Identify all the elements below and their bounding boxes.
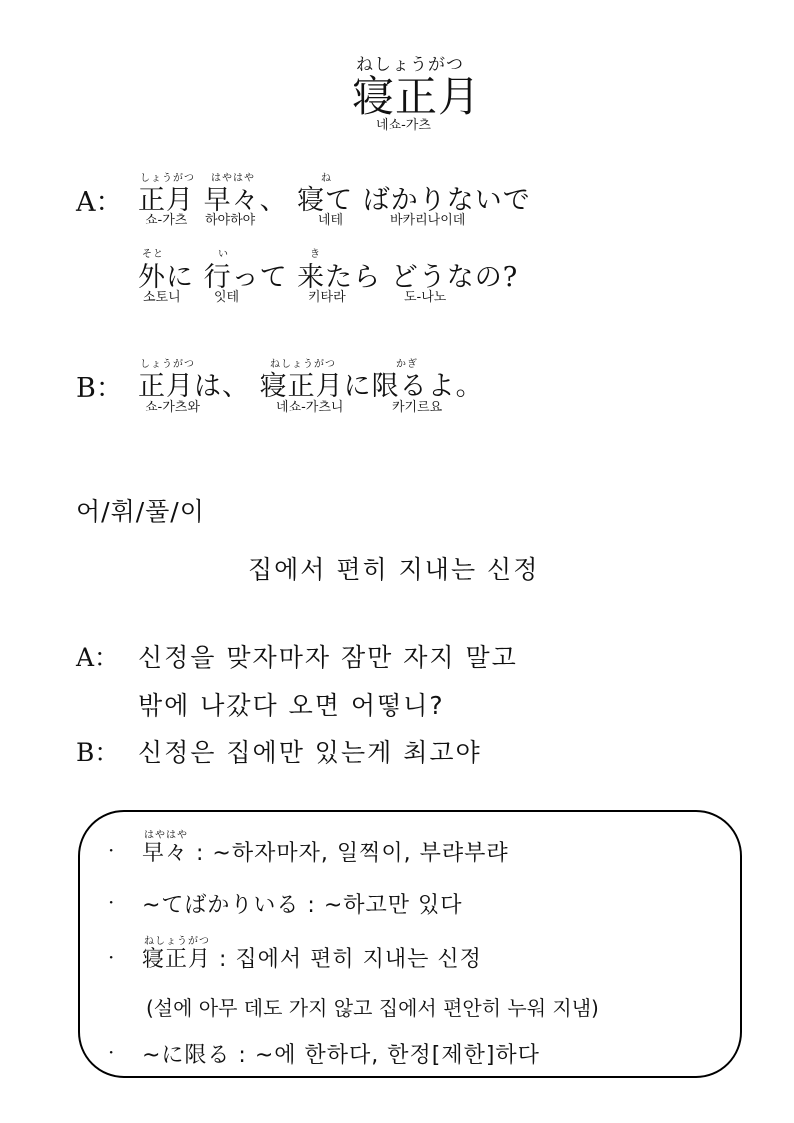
ruby-a2-2: い bbox=[218, 249, 229, 260]
ruby-a1-3: ね bbox=[321, 173, 332, 184]
reading-a2-1: 소토니 bbox=[143, 290, 181, 305]
reading-b-2: 네쇼-가츠니 bbox=[276, 400, 344, 415]
note-item-2: ~てばかりいる : ~하고만 있다 bbox=[142, 893, 463, 918]
jp-b-line: 正月は、 寝正月に限るよ。 bbox=[138, 371, 484, 402]
reading-b-3: 카기르요 bbox=[392, 400, 443, 415]
reading-a1-3: 네테 bbox=[318, 213, 344, 228]
speaker-a-label: A： bbox=[76, 187, 123, 218]
title-ruby: ねしょうがつ bbox=[356, 55, 464, 75]
kr-speaker-a-label: A： bbox=[76, 643, 120, 672]
note-item-3: 寝正月 : 집에서 편히 지내는 신정 bbox=[142, 947, 482, 972]
ruby-b-2: ねしょうがつ bbox=[270, 359, 336, 370]
jp-a-line1: 正月 早々、 寝て ばかりないで bbox=[138, 185, 531, 216]
jp-a-line2: 外に 行って 来たら どうなの? bbox=[138, 262, 519, 293]
reading-a1-1: 쇼-가츠 bbox=[145, 213, 188, 228]
vocab-heading: 어/휘/풀/이 bbox=[76, 497, 205, 526]
reading-a1-2: 하야하야 bbox=[205, 213, 256, 228]
note-ruby-3: ねしょうがつ bbox=[144, 936, 210, 947]
kr-b-line: 신정은 집에만 있는게 최고야 bbox=[138, 738, 482, 767]
bullet-3: · bbox=[108, 945, 115, 969]
bullet-2: · bbox=[108, 890, 115, 914]
vocab-meaning: 집에서 편히 지내는 신정 bbox=[248, 555, 540, 584]
reading-b-1: 쇼-가츠와 bbox=[145, 400, 200, 415]
ruby-a2-3: き bbox=[310, 249, 321, 260]
ruby-b-1: しょうがつ bbox=[140, 359, 195, 370]
reading-a2-2: 잇테 bbox=[214, 290, 240, 305]
note-ruby-1: はやはや bbox=[144, 830, 188, 841]
note-item-4: ~に限る : ~에 한하다, 한정[제한]하다 bbox=[142, 1043, 540, 1068]
note-item-3-detail: (설에 아무 데도 가지 않고 집에서 편안히 누워 지냄) bbox=[146, 996, 599, 1020]
bullet-4: · bbox=[108, 1040, 115, 1064]
ruby-a1-1: しょうがつ bbox=[140, 173, 195, 184]
kr-a-line2: 밖에 나갔다 오면 어떻니? bbox=[138, 691, 445, 720]
kr-speaker-b-label: B： bbox=[76, 738, 120, 767]
kr-a-line1: 신정을 맞자마자 잠만 자지 말고 bbox=[138, 643, 518, 672]
page-title: 寝正月 bbox=[352, 72, 482, 121]
ruby-a2-1: そと bbox=[142, 249, 164, 260]
reading-a1-4: 바카리나이데 bbox=[390, 213, 466, 228]
reading-a2-3: 키타라 bbox=[308, 290, 346, 305]
note-item-1: 早々 : ~하자마자, 일찍이, 부랴부랴 bbox=[142, 841, 509, 866]
reading-a2-4: 도-나노 bbox=[404, 290, 447, 305]
speaker-b-label: B： bbox=[76, 373, 123, 404]
ruby-a1-2: はやはや bbox=[211, 173, 255, 184]
bullet-1: · bbox=[108, 838, 115, 862]
title-korean-reading: 네쇼-가츠 bbox=[376, 118, 431, 133]
ruby-b-3: かぎ bbox=[396, 359, 418, 370]
